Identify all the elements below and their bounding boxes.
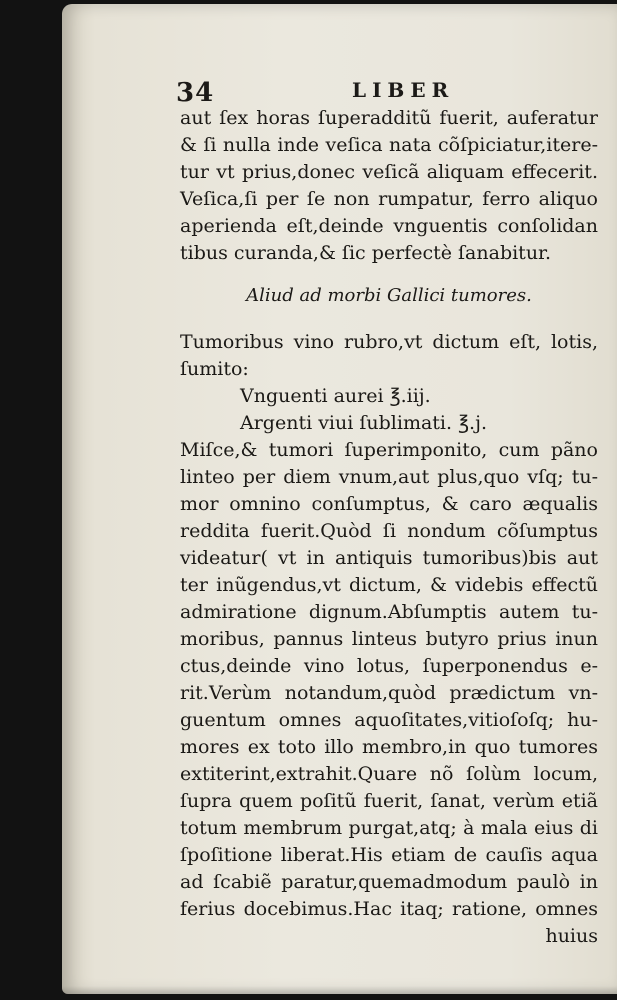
text-line: aperienda eſt,deinde vnguentis conſolidan xyxy=(180,215,598,237)
text-line: Veſica,ſi per ſe non rumpatur, ferro aliquo xyxy=(180,188,598,210)
text-line: linteo per diem vnum,aut plus,quo vſq; tu- xyxy=(180,466,598,488)
text-line: mor omnino conſumptus, & caro æqualis xyxy=(180,493,598,515)
text-line: admiratione dignum.Abſumptis autem tu- xyxy=(180,601,598,623)
text-line: aut ſex horas ſuperadditũ fuerit, auferatur xyxy=(180,107,598,129)
catchword: huius xyxy=(545,925,598,947)
section-heading: Aliud ad morbi Gallici tumores. xyxy=(246,285,532,306)
text-line: totum membrum purgat,atq; à mala eius di xyxy=(180,817,598,839)
text-block xyxy=(180,105,598,950)
text-line: tur vt prius,donec veſicã aliquam effecerit. xyxy=(180,161,598,183)
text-line: ferius docebimus.Hac itaq; ratione, omnes xyxy=(180,898,598,920)
text-line: rit.Verùm notandum,quòd prædictum vn- xyxy=(180,682,598,704)
text-line: ſupra quem poſitũ fuerit, ſanat, verùm etiã xyxy=(180,790,598,812)
text-line: moribus, pannus linteus butyro prius inun xyxy=(180,628,598,650)
text-line: ſpoſitione liberat.His etiam de cauſis aqua xyxy=(180,844,598,866)
text-line: guentum omnes aquoſitates,vitioſoſq; hu- xyxy=(180,709,598,731)
running-head: LIBER xyxy=(352,78,455,102)
text-line: ctus,deinde vino lotus, ſuperponendus e- xyxy=(180,655,598,677)
text-line: tibus curanda,& ſic perfectè ſanabitur. xyxy=(180,242,552,264)
text-line: ſumito: xyxy=(180,358,249,380)
page-number: 34 xyxy=(176,78,215,108)
text-line: ad ſcabiẽ paratur,quemadmodum paulò in xyxy=(180,871,598,893)
text-line: Miſce,& tumori ſuperimponito, cum pãno xyxy=(180,439,598,461)
text-line: ter inũgendus,vt dictum, & videbis effectũ xyxy=(180,574,598,596)
recipe-line: Vnguenti aurei ℥.iij. xyxy=(240,385,431,407)
text-line: Tumoribus vino rubro,vt dictum eſt, lotis, xyxy=(180,331,598,353)
text-line: extiterint,extrahit.Quare nõ ſolùm locum, xyxy=(180,763,598,785)
text-line: videatur( vt in antiquis tumoribus)bis aut xyxy=(180,547,598,569)
text-line: reddita fuerit.Quòd ſi nondum cõſumptus xyxy=(180,520,598,542)
text-line: mores ex toto illo membro,in quo tumores xyxy=(180,736,598,758)
text-line: & ſi nulla inde veſica nata cõſpiciatur,itere- xyxy=(180,134,598,156)
recipe-line: Argenti viui ſublimati. ℥.j. xyxy=(240,412,488,434)
